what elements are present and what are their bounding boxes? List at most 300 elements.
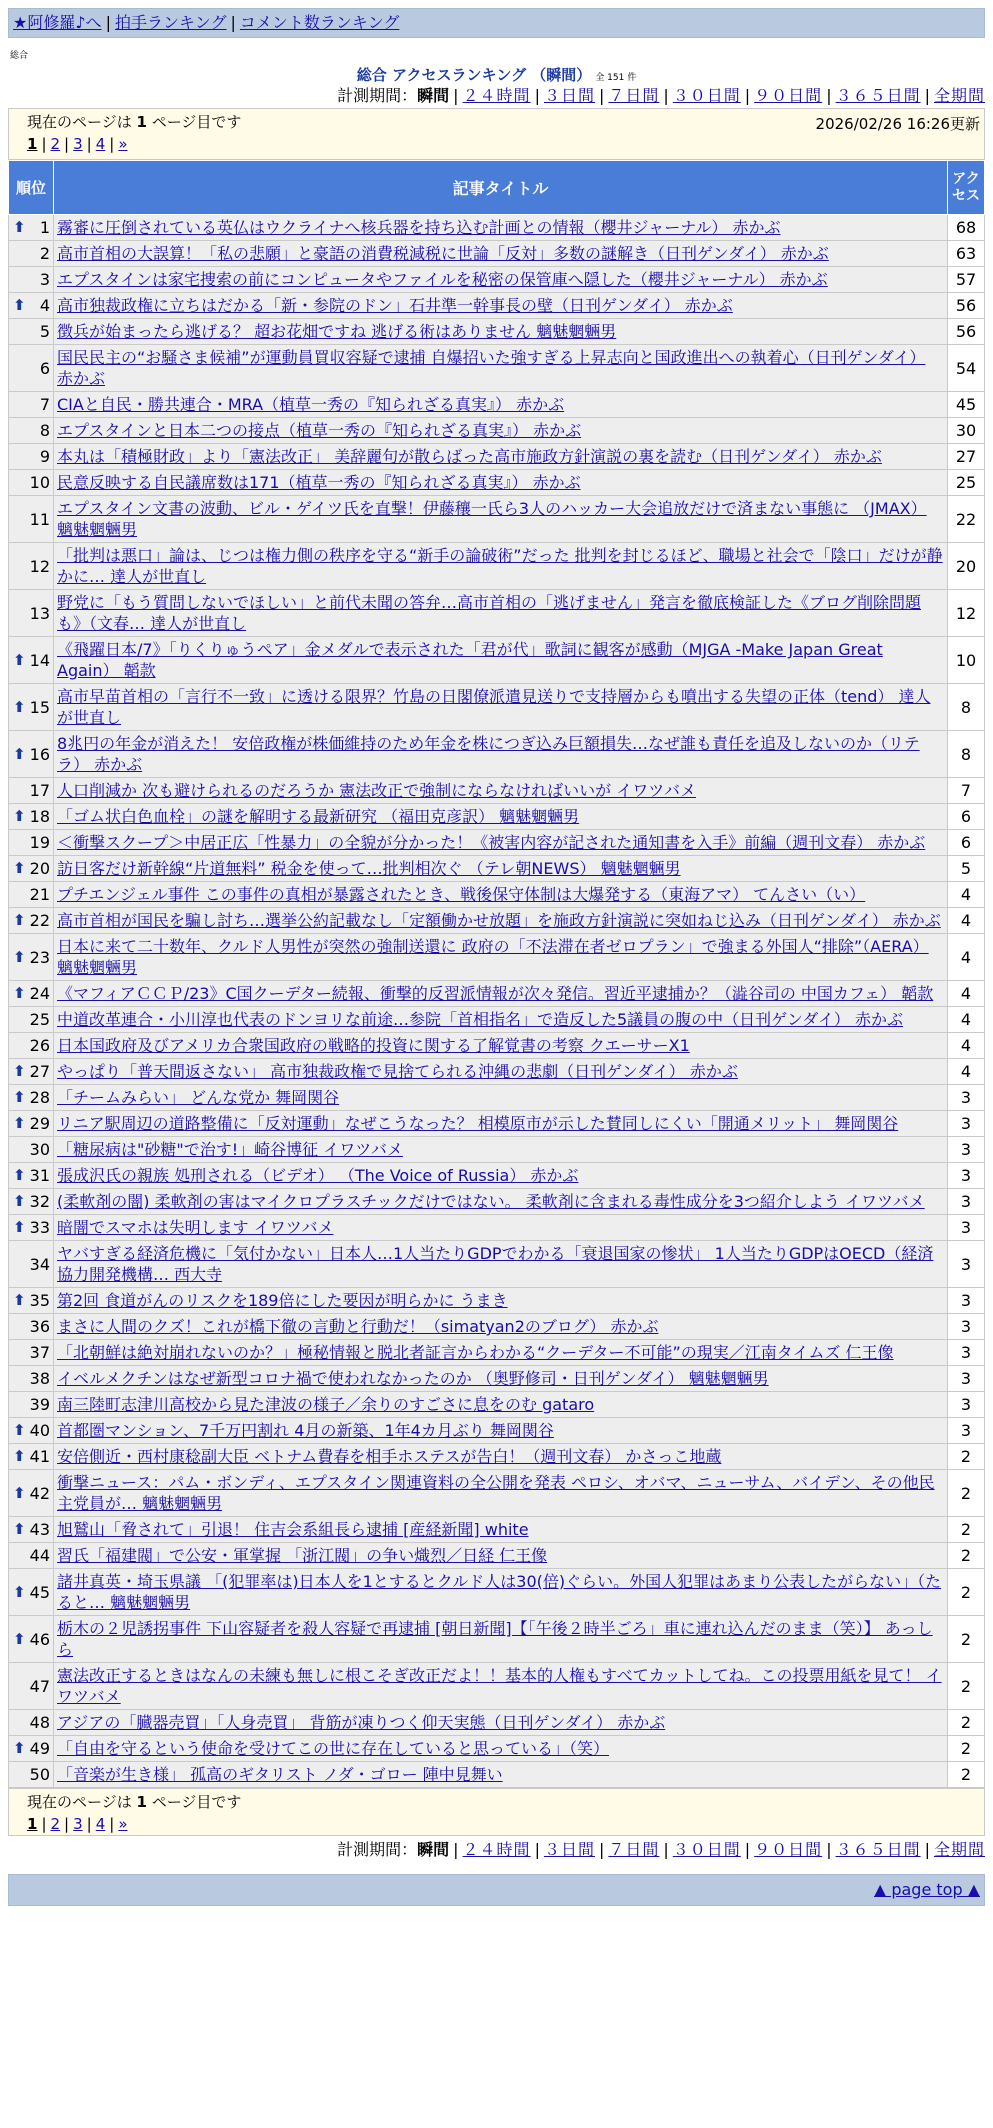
page-links-top [27,133,966,155]
title-cell [54,1569,948,1616]
article-title-link[interactable]: 中道改革連合・小川淳也代表のドンヨリな前途…参院「首相指名」で造反した5議員の腹の中（日刊ゲンダイ） 赤かぶ [57,1010,903,1029]
page-top-link[interactable]: ▲ page top ▲ [873,1880,980,1899]
category-label: 総合 [10,51,29,61]
page-status: 現在のページは 1 ページ目です [27,113,242,131]
page-link[interactable]: 2 [50,135,61,153]
access-count: 2 [948,1616,985,1663]
up-arrow-icon: ⬆ [13,1088,26,1106]
rank-cell [9,1007,54,1033]
title-cell [54,1111,948,1137]
title-cell [54,392,948,418]
separator: | [105,13,111,32]
title-cell [54,293,948,319]
separator: | [230,13,236,32]
rank-number: 35 [29,1291,50,1310]
separator: | [86,1815,92,1833]
rank-number: 18 [29,807,50,826]
rank-cell [9,345,54,392]
rank-cell [9,267,54,293]
page-links-bottom [27,1813,966,1835]
rank-number: 41 [29,1447,50,1466]
table-row [9,543,985,590]
article-title-link[interactable]: 徴兵が始まったら逃げる？ 超お花畑ですね 逃げる術はありません 魑魅魍魎男 [57,322,617,341]
footer-bar [8,1874,985,1906]
access-count: 63 [948,241,985,267]
title-cell [54,731,948,778]
table-row [9,778,985,804]
rank-number: 22 [29,911,50,930]
article-title-link[interactable]: ヤバすぎる経済危機に「気付かない」日本人…1人当たりGDPでわかる「衰退国家の惨状」 1人当たりGDPはOECD（経済協力開発機構… 西大寺 [57,1244,934,1284]
article-title-link[interactable]: 「批判は悪口」論は、じつは権力側の秩序を守る“新手の論破術”だった 批判を封じるほど、職場と社会で「陰口」だけが静かに… 達人が世直し [57,546,943,586]
rank-number: 9 [39,447,50,466]
rank-cell [9,543,54,590]
table-row [9,1366,985,1392]
article-title-link[interactable]: 「ゴム状白色血栓」の謎を解明する最新研究 （福田克彦訳） 魑魅魍魎男 [57,807,580,826]
article-title-link[interactable]: 「糖尿病は"砂糖"で治す!」崎谷博征 イワツバメ [57,1140,403,1159]
title-cell [54,830,948,856]
rank-number: 28 [29,1088,50,1107]
access-count: 4 [948,934,985,981]
period-current: 瞬間 [417,86,450,105]
title-cell [54,1163,948,1189]
rank-cell [9,1543,54,1569]
separator: | [86,135,92,153]
table-row [9,908,985,934]
top-nav-bar [8,8,985,38]
up-arrow-icon: ⬆ [13,859,26,877]
rank-cell [9,1314,54,1340]
article-title-link[interactable]: 高市独裁政権に立ちはだかる「新・参院のドン」石井準一幹事長の壁（日刊ゲンダイ） 赤かぶ [57,296,733,315]
table-row [9,1470,985,1517]
up-arrow-icon: ⬆ [13,984,26,1002]
table-row [9,1163,985,1189]
article-title-link[interactable]: 憲法改正するときはなんの未練も無しに根こそぎ改正だよ！！基本的人権もすべてカットしてね。この投票用紙を見て！ イワツバメ [57,1666,942,1706]
rank-cell [9,637,54,684]
rank-cell [9,1517,54,1543]
access-count: 2 [948,1663,985,1710]
table-row [9,934,985,981]
rank-cell [9,981,54,1007]
access-count: 3 [948,1418,985,1444]
article-title-link[interactable]: 安倍側近・西村康稔副大臣 ベトナム費春を相手ホステスが告白！（週刊文春） かさっこ地蔵 [57,1447,722,1466]
title-cell [54,1616,948,1663]
table-row [9,496,985,543]
period-option-link[interactable]: ２４時間 [462,1840,531,1859]
rank-cell [9,1163,54,1189]
article-title-link[interactable]: 高市首相が国民を騙し討ち…選挙公約記載なし「定額働かせ放題」を施政方針演説に突如ねじ込み（日刊ゲンダイ） 赤かぶ [57,911,941,930]
article-title-link[interactable]: 民意反映する自民議席数は171（植草一秀の『知られざる真実』） 赤かぶ [57,473,581,492]
access-count: 6 [948,830,985,856]
access-count: 68 [948,215,985,241]
table-row [9,1543,985,1569]
article-title-link[interactable]: エプスタインは家宅捜索の前にコンピュータやファイルを秘密の保管庫へ隠した（櫻井ジャーナル） 赤かぶ [57,270,828,289]
period-option-link[interactable]: ９０日間 [754,1840,823,1859]
access-count: 2 [948,1710,985,1736]
access-count: 4 [948,1059,985,1085]
table-row [9,241,985,267]
rank-number: 8 [39,421,50,440]
access-count: 20 [948,543,985,590]
page-link[interactable]: 1 [27,135,38,153]
title-cell [54,1543,948,1569]
table-row [9,392,985,418]
period-option-link[interactable]: 全期間 [933,1840,985,1859]
rank-cell [9,830,54,856]
article-title-link[interactable]: 霧審に圧倒されている英仏はウクライナへ核兵器を持ち込む計画との情報（櫻井ジャーナル） 赤かぶ [57,218,781,237]
period-selector-bottom [8,1838,985,1862]
rank-cell [9,1736,54,1762]
rank-cell [9,1085,54,1111]
access-count: 27 [948,444,985,470]
access-count: 3 [948,1137,985,1163]
period-option-link[interactable]: ７日間 [608,86,660,105]
separator: | [453,1840,459,1859]
title-cell [54,1215,948,1241]
rank-number: 11 [29,509,50,529]
title-cell [54,934,948,981]
rank-number: 14 [29,650,50,670]
page-link[interactable]: 3 [73,1815,83,1833]
home-link[interactable]: ★阿修羅♪へ [13,13,102,32]
rank-cell [9,856,54,882]
table-row [9,1418,985,1444]
article-title-link[interactable]: まさに人間のクズ！これが橋下徹の言動と行動だ！（simatyan2のブログ） 赤かぶ [57,1317,659,1336]
rank-number: 23 [29,947,50,967]
page-link[interactable]: 2 [50,1815,61,1833]
access-count: 3 [948,1189,985,1215]
period-selector-top [8,84,985,108]
rank-number: 43 [29,1520,50,1539]
rank-cell [9,215,54,241]
title-cell [54,1085,948,1111]
table-row [9,1314,985,1340]
article-title-link[interactable]: 栃木の２児誘拐事件 下山容疑者を殺人容疑で再逮捕 [朝日新聞]【「午後２時半ごろ」車に連れ込んだのまま（笑）】 あっしら [57,1619,933,1659]
article-title-link[interactable]: リニア駅周辺の道路整備に「反対運動」なぜこうなった？ 相模原市が示した賛同しにくい「開通メリット」 舞岡関谷 [57,1114,899,1133]
table-row [9,637,985,684]
rank-number: 6 [39,358,50,378]
article-title-link[interactable]: 首都圏マンション、7千万円割れ 4月の新築、1年4カ月ぶり 舞岡関谷 [57,1421,554,1440]
access-count: 3 [948,1340,985,1366]
up-arrow-icon: ⬆ [13,1421,26,1439]
access-count: 2 [948,1569,985,1616]
up-arrow-icon: ⬆ [13,1582,26,1601]
rank-cell [9,1762,54,1788]
article-title-link[interactable]: 国民民主の“お騒さま候補”が運動員買収容疑で逮捕 自爆招いた強すぎる上昇志向と国政進出への執着心（日刊ゲンダイ） 赤かぶ [57,348,926,388]
article-title-link[interactable]: 南三陸町志津川高校から見た津波の様子／余りのすごさに息をのむ gataro [57,1395,595,1414]
title-cell [54,345,948,392]
period-option-link[interactable]: ２４時間 [462,86,531,105]
rank-number: 19 [29,833,50,852]
article-title-link[interactable]: 訪日客だけ新幹線“片道無料” 税金を使って…批判相次ぐ （テレ朝NEWS） 魑魅魍魎男 [57,859,681,878]
up-arrow-icon: ⬆ [13,1739,26,1757]
title-cell [54,981,948,1007]
article-title-link[interactable]: イベルメクチンはなぜ新型コロナ禍で使われなかったのか （奥野修司・日刊ゲンダイ） 魑魅魍魎男 [57,1369,769,1388]
rank-cell [9,470,54,496]
access-count: 30 [948,418,985,444]
article-title-link[interactable]: やっぱり「普天間返さない」 高市独裁政権で見捨てられる沖縄の悲劇（日刊ゲンダイ） 赤かぶ [57,1062,738,1081]
table-row [9,1340,985,1366]
article-title-link[interactable]: 人口削減か 次も避けられるのだろうか 憲法改正で強制にならなければいいが イワツバメ [57,781,696,800]
period-option-link[interactable]: ３０日間 [672,86,741,105]
rank-number: 15 [29,697,50,717]
title-cell [54,1392,948,1418]
period-option-link[interactable]: ９０日間 [754,86,823,105]
total-count: 全 151 件 [595,73,637,83]
table-row [9,981,985,1007]
separator: | [534,1840,540,1859]
next-page-link[interactable]: » [118,1815,128,1833]
page-link[interactable]: 4 [95,1815,106,1833]
access-count: 2 [948,1762,985,1788]
access-count: 8 [948,684,985,731]
table-row [9,1241,985,1288]
period-option-link[interactable]: ３６５日間 [835,1840,921,1859]
article-title-link[interactable]: 本丸は「積極財政」より「憲法改正」 美辞麗句が散らばった高市施政方針演説の裏を読む（日刊ゲンダイ） 赤かぶ [57,447,882,466]
title-cell [54,1762,948,1788]
table-row [9,1392,985,1418]
separator: | [598,1840,605,1859]
rank-cell [9,1033,54,1059]
rank-cell [9,1111,54,1137]
period-option-link[interactable]: ３０日間 [672,1840,741,1859]
article-title-link[interactable]: 諸井真英・埼玉県議 「(犯罪率は)日本人を1とするとクルド人は30(倍)ぐらい。外国人犯罪はあまり公表したがらない」（たると… 魑魅魍魎男 [57,1572,942,1612]
article-title-link[interactable]: 「音楽が生き様」 孤高のギタリスト ノダ・ゴロー 陣中見舞い [57,1765,503,1784]
up-arrow-icon: ⬆ [13,947,26,966]
article-title-link[interactable]: 《飛躍日本/7》「りくりゅうペア」金メダルで表示された「君が代」歌詞に観客が感動（MJGA -Make Japan Great Again） 韜款 [57,640,883,680]
rank-number: 25 [29,1010,50,1029]
article-title-link[interactable]: 高市首相の大誤算！「私の悲願」と豪語の消費税減税に世論「反対」多数の謎解き（日刊ゲンダイ） 赤かぶ [57,244,829,263]
table-row [9,1137,985,1163]
access-count: 7 [948,778,985,804]
table-row [9,293,985,319]
title-cell [54,470,948,496]
access-count: 3 [948,1366,985,1392]
rank-cell [9,1241,54,1288]
rank-number: 31 [29,1166,50,1185]
title-cell [54,1033,948,1059]
article-title-link[interactable]: CIAと自民・勝共連合・MRA（植草一秀の『知られざる真実』） 赤かぶ [57,395,565,414]
period-option-link[interactable]: ３６５日間 [835,86,921,105]
separator: | [453,86,459,105]
up-arrow-icon: ⬆ [13,744,26,763]
access-count: 4 [948,1007,985,1033]
table-row [9,1059,985,1085]
title-cell [54,804,948,830]
up-arrow-icon: ⬆ [13,296,26,314]
rank-cell [9,684,54,731]
rank-cell [9,444,54,470]
article-title-link[interactable]: 旭鷲山「脅されて」引退！ 住吉会系組長ら逮捕 [産経新聞] white [57,1520,529,1539]
article-title-link[interactable]: 「自由を守るという使命を受けてこの世に存在していると思っている」（笑） [57,1739,610,1758]
rank-number: 34 [29,1254,50,1274]
access-count: 3 [948,1314,985,1340]
period-option-link[interactable]: ７日間 [608,1840,660,1859]
article-title-link[interactable]: 日本国政府及びアメリカ合衆国政府の戦略的投資に関する了解覚書の考察 クエーサーX1 [57,1036,690,1055]
rank-number: 44 [29,1546,50,1565]
access-count: 2 [948,1444,985,1470]
article-title-link[interactable]: 暗闇でスマホは失明します イワツバメ [57,1218,334,1237]
table-row [9,1710,985,1736]
access-count: 3 [948,1392,985,1418]
article-title-link[interactable]: 野党に「もう質問しないでほしい」と前代未聞の答弁…高市首相の「逃げません」発言を徹底検証した《ブログ削除問題も》（文春… 達人が世直し [57,593,922,633]
ranking-title: 総合 アクセスランキング （瞬間） [356,66,592,84]
access-count: 4 [948,981,985,1007]
separator: | [64,1815,70,1833]
title-cell [54,1517,948,1543]
table-row [9,1111,985,1137]
rank-cell [9,1569,54,1616]
col-access-header: アクセス [948,161,985,215]
rank-number: 37 [29,1343,50,1362]
rank-number: 42 [29,1483,50,1503]
updated-timestamp: 2026/02/26 16:26更新 [815,115,980,133]
separator: | [598,86,605,105]
rank-cell [9,1366,54,1392]
article-title-link[interactable]: 衝撃ニュース：パム・ボンディ、エプスタイン関連資料の全公開を発表 ペロシ、オバマ、ニューサム、バイデン、その他民主党員が… 魑魅魍魎男 [57,1473,935,1513]
table-row [9,1444,985,1470]
access-count: 45 [948,392,985,418]
title-cell [54,1444,948,1470]
article-title-link[interactable]: ＜衝撃スクープ＞中居正広「性暴力」の全貌が分かった！《被害内容が記された通知書を入手》前編（週刊文春） 赤かぶ [57,833,926,852]
period-current: 瞬間 [417,1840,450,1859]
access-count: 57 [948,267,985,293]
title-cell [54,1288,948,1314]
rank-number: 45 [29,1582,50,1602]
article-title-link[interactable]: 張成沢氏の親族 処刑される（ビデオ） （The Voice of Russia） 赤かぶ [57,1166,579,1185]
access-count: 22 [948,496,985,543]
table-row [9,856,985,882]
title-cell [54,684,948,731]
rank-cell [9,908,54,934]
rank-number: 40 [29,1421,50,1440]
table-row [9,1762,985,1788]
table-row [9,1569,985,1616]
period-option-link[interactable]: ３日間 [543,1840,595,1859]
rank-number: 36 [29,1317,50,1336]
table-row [9,418,985,444]
access-count: 2 [948,1543,985,1569]
period-option-link[interactable]: 全期間 [933,86,985,105]
access-count: 6 [948,804,985,830]
rank-number: 20 [29,859,50,878]
table-row [9,345,985,392]
table-row [9,684,985,731]
rank-cell [9,418,54,444]
article-title-link[interactable]: 《マフィアＣＣＰ/23》C国クーデター続報、衝撃的反習派情報が次々発信。習近平逮捕か？（澁谷司の 中国カフェ） 韜款 [57,984,934,1003]
article-title-link[interactable]: 高市早苗首相の「言行不一致」に透ける限界？竹島の日閣僚派遣見送りで支持層からも噴出する失望の正体（tend） 達人が世直し [57,687,931,727]
article-title-link[interactable]: (柔軟剤の闇) 柔軟剤の害はマイクロプラスチックだけではない。 柔軟剤に含まれる毒性成分を3つ紹介しよう イワツバメ [57,1192,925,1211]
rank-cell [9,496,54,543]
access-count: 5 [948,856,985,882]
article-title-link[interactable]: 8兆円の年金が消えた！ 安倍政権が株価維持のため年金を株につぎ込み巨額損失…なぜ誰も責任を追及しないのか（リテラ） 赤かぶ [57,734,920,774]
next-page-link[interactable]: » [118,135,128,153]
table-row [9,267,985,293]
rank-cell [9,1663,54,1710]
article-title-link[interactable]: 「北朝鮮は絶対崩れないのか？」極秘情報と脱北者証言からわかる“クーデター不可能”の現実／江南タイムズ 仁王像 [57,1343,894,1362]
article-title-link[interactable]: 「チームみらい」 どんな党か 舞岡関谷 [57,1088,340,1107]
up-arrow-icon: ⬆ [13,1218,26,1236]
separator: | [744,1840,751,1859]
separator: | [109,1815,115,1833]
title-cell [54,1736,948,1762]
rank-cell [9,934,54,981]
title-cell [54,241,948,267]
up-arrow-icon: ⬆ [13,911,26,929]
rank-number: 29 [29,1114,50,1133]
article-title-link[interactable]: エプスタイン文書の波動、ビル・ゲイツ氏を直撃！伊藤穰一氏ら3人のハッカー大会追放だけで済まない事態に （JMAX） 魑魅魍魎男 [57,499,927,539]
separator: | [663,1840,669,1859]
table-row [9,1033,985,1059]
rank-cell [9,241,54,267]
access-count: 3 [948,1163,985,1189]
up-arrow-icon: ⬆ [13,1291,26,1309]
access-count: 4 [948,1033,985,1059]
rank-cell [9,319,54,345]
rank-cell [9,804,54,830]
rank-cell [9,778,54,804]
col-title-header: 記事タイトル [54,161,948,215]
pager-bottom [8,1788,985,1836]
access-count: 56 [948,319,985,345]
access-count: 12 [948,590,985,637]
comment-ranking-link[interactable]: コメント数ランキング [239,13,400,32]
title-cell [54,418,948,444]
table-row [9,830,985,856]
article-title-link[interactable]: アジアの「臓器売買」「人身売買」 背筋が凍りつく仰天実態（日刊ゲンダイ） 赤かぶ [57,1713,666,1732]
up-arrow-icon: ⬆ [13,1520,26,1538]
access-count: 2 [948,1736,985,1762]
title-cell [54,1663,948,1710]
table-row [9,1616,985,1663]
article-title-link[interactable]: 習氏「福建閥」で公安・軍掌握 「浙江閥」の争い熾烈／日経 仁王像 [57,1546,548,1565]
up-arrow-icon: ⬆ [13,1447,26,1465]
access-count: 3 [948,1111,985,1137]
up-arrow-icon: ⬆ [13,807,26,825]
table-row [9,1215,985,1241]
page-link[interactable]: 4 [95,135,106,153]
table-row [9,1085,985,1111]
title-cell [54,1710,948,1736]
applause-ranking-link[interactable]: 拍手ランキング [114,13,227,32]
article-title-link[interactable]: 日本に来て二十数年、クルド人男性が突然の強制送還に 政府の「不法滞在者ゼロプラン」で強まる外国人“排除”（AERA） 魑魅魍魎男 [57,937,929,977]
up-arrow-icon: ⬆ [13,218,26,236]
title-cell [54,543,948,590]
separator: | [826,1840,832,1859]
article-title-link[interactable]: 第2回 食道がんのリスクを189倍にした要因が明らかに うまき [57,1291,508,1310]
article-title-link[interactable]: エプスタインと日本二つの接点（植草一秀の『知られざる真実』） 赤かぶ [57,421,582,440]
title-cell [54,1241,948,1288]
page-status-bottom: 現在のページは 1 ページ目です [27,1793,242,1811]
current-page: 1 [136,113,147,131]
separator: | [64,135,70,153]
title-cell [54,1189,948,1215]
title-cell [54,882,948,908]
up-arrow-icon: ⬆ [13,1062,26,1080]
period-option-link[interactable]: ３日間 [543,86,595,105]
article-title-link[interactable]: プチエンジェル事件 この事件の真相が暴露されたとき、戦後保守体制は大爆発する（東海アマ） てんさい（い） [57,885,866,904]
separator: | [41,135,47,153]
table-row [9,1517,985,1543]
title-cell [54,856,948,882]
separator: | [744,86,751,105]
page-link[interactable]: 1 [27,1815,38,1833]
page-link[interactable]: 3 [73,135,83,153]
access-count: 56 [948,293,985,319]
rank-number: 3 [39,270,50,289]
access-count: 3 [948,1085,985,1111]
rank-number: 27 [29,1062,50,1081]
rank-cell [9,590,54,637]
